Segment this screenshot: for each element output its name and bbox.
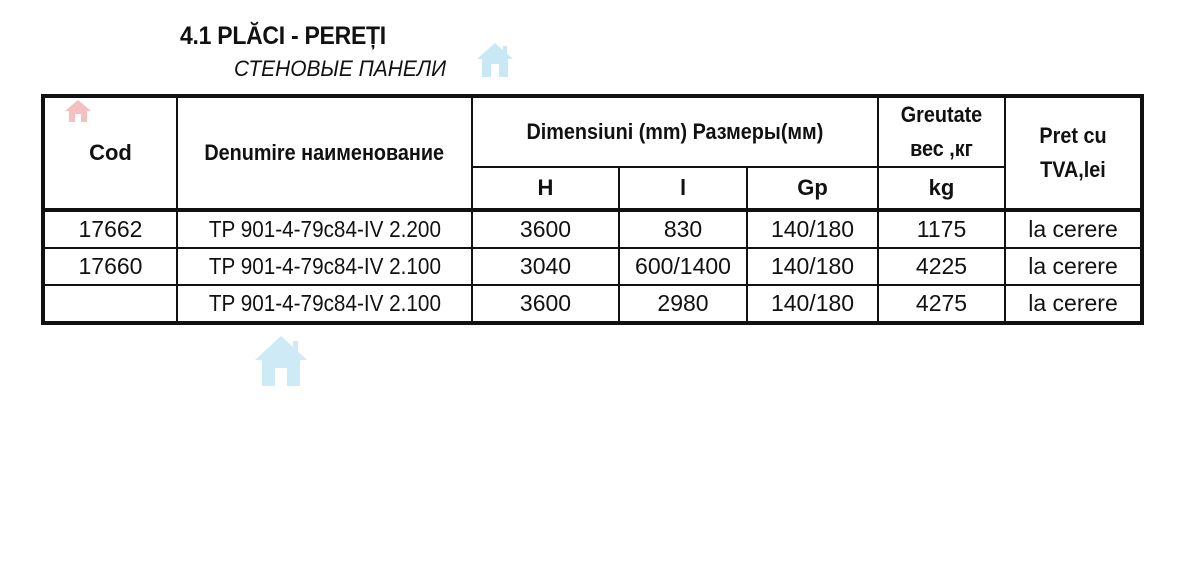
table-row — [43, 248, 1142, 285]
cell-kg: 1175 — [878, 210, 1005, 248]
cell-gp: 140/180 — [747, 285, 878, 323]
cell-kg: 4275 — [878, 285, 1005, 323]
house-icon — [474, 40, 516, 80]
cell-l: 2980 — [619, 285, 747, 323]
house-icon — [252, 333, 310, 389]
cell-h: 3600 — [472, 285, 619, 323]
cell-denumire: TP 901-4-79c84-IV 2.200 — [177, 210, 472, 248]
header-gp: Gp — [747, 167, 878, 210]
section-heading: 4.1 PLĂCI - PEREȚI — [180, 22, 386, 50]
cell-kg: 4225 — [878, 248, 1005, 285]
table-row — [43, 210, 1142, 248]
header-h: H — [472, 167, 619, 210]
cell-denumire: TP 901-4-79c84-IV 2.100 — [177, 285, 472, 323]
cell-denumire: TP 901-4-79c84-IV 2.100 — [177, 248, 472, 285]
cell-pret: la cerere — [1005, 285, 1142, 323]
header-greutate: Greutate вес ,кг — [878, 96, 1005, 167]
cell-h: 3040 — [472, 248, 619, 285]
cell-l: 600/1400 — [619, 248, 747, 285]
header-pret: Pret cu TVA,lei — [1005, 96, 1142, 210]
product-table — [41, 94, 1144, 325]
section-subheading: СТЕНОВЫЕ ПАНЕЛИ — [234, 56, 447, 81]
cell-gp: 140/180 — [747, 210, 878, 248]
cell-pret: la cerere — [1005, 210, 1142, 248]
cell-cod: 17662 — [43, 210, 177, 248]
cell-gp: 140/180 — [747, 248, 878, 285]
header-cod: Cod — [43, 96, 177, 210]
header-denumire: Denumire наименование — [177, 96, 472, 210]
cell-l: 830 — [619, 210, 747, 248]
cell-h: 3600 — [472, 210, 619, 248]
header-dimensiuni: Dimensiuni (mm) Размеры(мм) — [472, 96, 878, 167]
cell-cod — [43, 285, 177, 323]
header-kg: kg — [878, 167, 1005, 210]
header-l: l — [619, 167, 747, 210]
cell-pret: la cerere — [1005, 248, 1142, 285]
table-row — [43, 285, 1142, 323]
cell-cod: 17660 — [43, 248, 177, 285]
